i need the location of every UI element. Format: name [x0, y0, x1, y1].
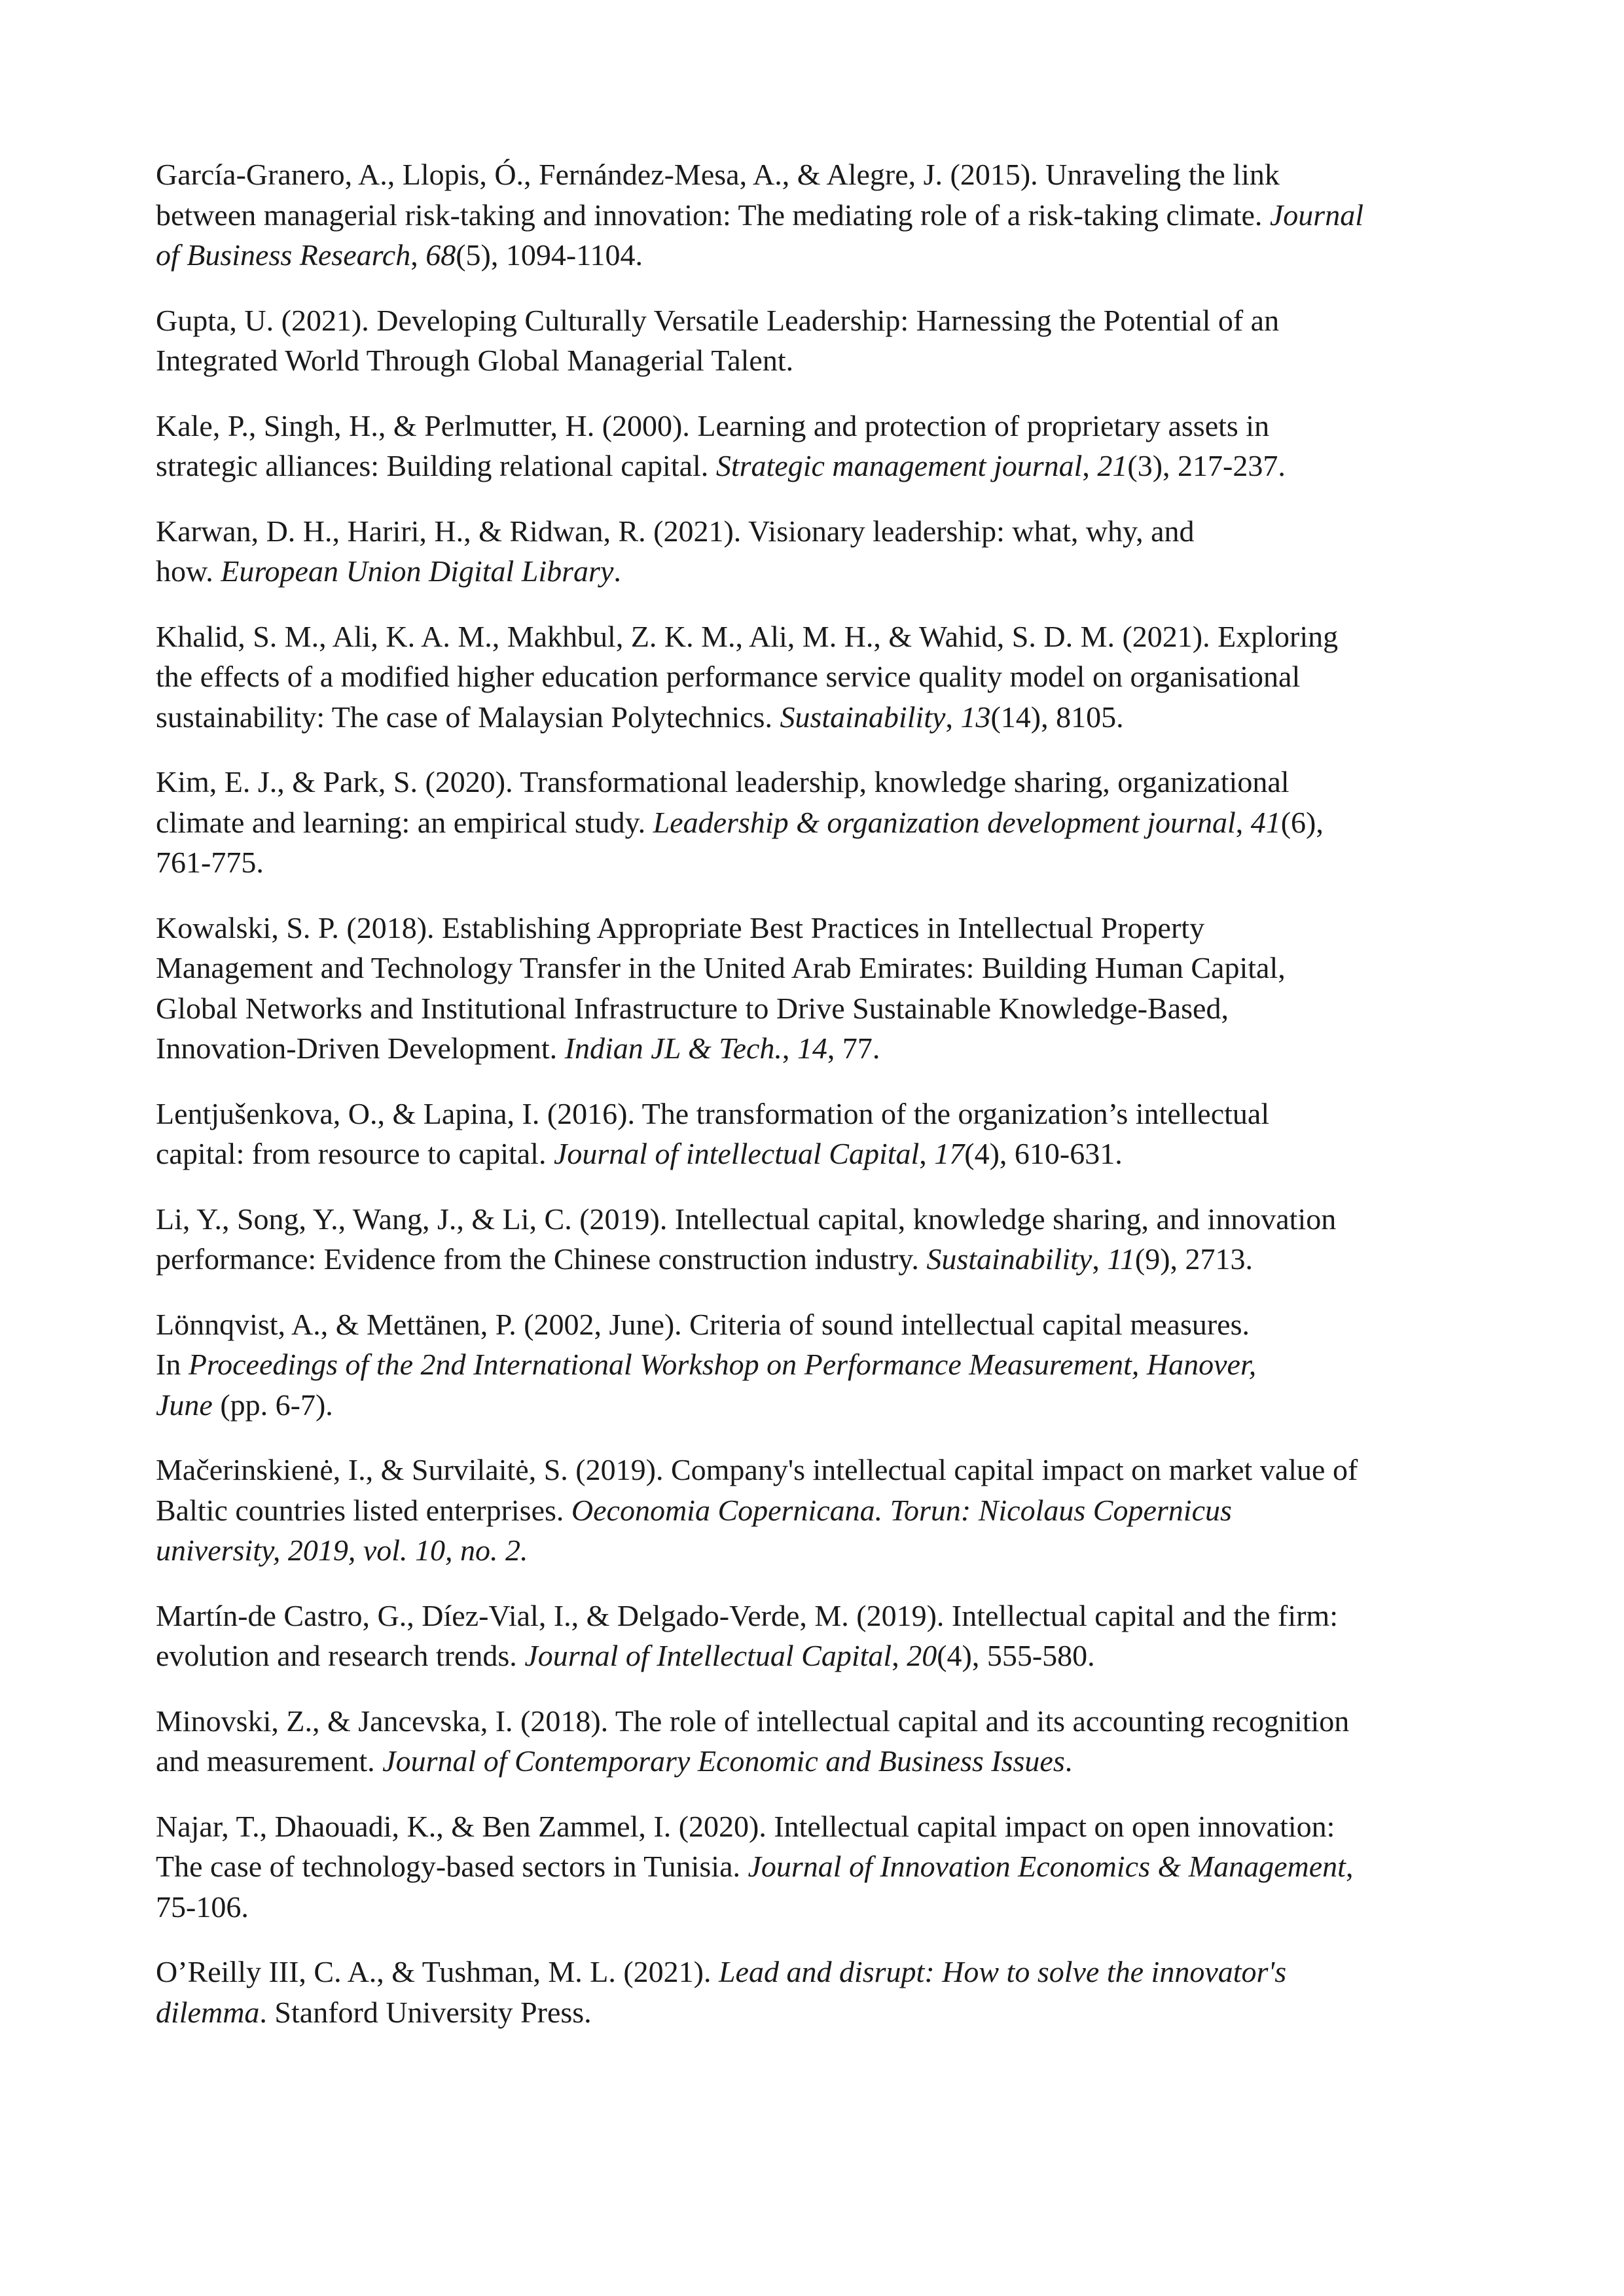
text-segment: .	[613, 554, 621, 588]
text-segment: Global Networks and Institutional Infrastructure to Drive Sustainable Knowledge-Based,	[156, 991, 1229, 1025]
reference-list	[156, 154, 1491, 2057]
italic-segment: Lead and disrupt: How to solve the innovator's	[718, 1955, 1287, 1988]
text-segment: Lentjušenkova, O., & Lapina, I. (2016). The transformation of the organization’s intellectual	[156, 1096, 1270, 1130]
text-segment: Khalid, S. M., Ali, K. A. M., Makhbul, Z. K. M., Ali, M. H., & Wahid, S. D. M. (2021). Exploring	[156, 619, 1339, 653]
text-segment: ,	[919, 1137, 935, 1170]
reference-line	[156, 762, 1491, 802]
text-segment: ,	[1082, 449, 1098, 482]
reference-line	[156, 1239, 1491, 1280]
text-segment: (3), 217-237.	[1127, 449, 1286, 482]
reference-line	[156, 511, 1491, 552]
text-segment: Gupta, U. (2021). Developing Culturally Versatile Leadership: Harnessing the Potential of an	[156, 303, 1280, 337]
reference-line	[156, 235, 1491, 276]
italic-segment: 14	[797, 1031, 827, 1065]
reference-entry	[156, 1596, 1491, 1676]
italic-segment: 13	[960, 700, 991, 734]
reference-line	[156, 1385, 1491, 1426]
italic-segment: 41	[1250, 805, 1281, 839]
reference-line	[156, 617, 1491, 657]
reference-entry	[156, 1094, 1491, 1174]
text-segment: sustainability: The case of Malaysian Polytechnics.	[156, 700, 780, 734]
italic-segment: Journal of Innovation Economics & Management	[748, 1850, 1346, 1883]
reference-line	[156, 1887, 1491, 1928]
reference-line	[156, 1952, 1491, 1992]
reference-entry	[156, 1199, 1491, 1280]
italic-segment: European Union Digital Library	[221, 554, 614, 588]
text-segment: 75-106.	[156, 1890, 249, 1924]
italic-segment: 17	[934, 1137, 965, 1170]
text-segment: ,	[1092, 1242, 1108, 1276]
text-segment: ,	[1345, 1850, 1354, 1883]
reference-line	[156, 988, 1491, 1029]
text-segment: Karwan, D. H., Hariri, H., & Ridwan, R. (2021). Visionary leadership: what, why, and	[156, 514, 1195, 548]
reference-entry	[156, 154, 1491, 276]
text-segment: ,	[1235, 805, 1251, 839]
text-segment: Innovation-Driven Development.	[156, 1031, 565, 1065]
text-segment: ,	[892, 1639, 907, 1672]
text-segment: (5), 1094-1104.	[456, 238, 643, 272]
italic-segment: Proceedings of the 2nd International Workshop on Performance Measurement, Hanover,	[188, 1348, 1257, 1381]
reference-line	[156, 1530, 1491, 1571]
text-segment: and measurement.	[156, 1744, 383, 1778]
text-segment: Management and Technology Transfer in the United Arab Emirates: Building Human Capital,	[156, 951, 1286, 984]
reference-line	[156, 908, 1491, 948]
italic-segment: dilemma	[156, 1995, 260, 2029]
italic-segment: Indian JL & Tech.	[564, 1031, 782, 1065]
text-segment: ,	[410, 238, 426, 272]
reference-line	[156, 697, 1491, 738]
reference-line	[156, 406, 1491, 446]
text-segment: (9), 2713.	[1134, 1242, 1254, 1276]
text-segment: strategic alliances: Building relational capital.	[156, 449, 716, 482]
reference-entry	[156, 1806, 1491, 1928]
reference-entry	[156, 908, 1491, 1069]
text-segment: Kale, P., Singh, H., & Perlmutter, H. (2000). Learning and protection of proprietary assets in	[156, 408, 1270, 442]
text-segment: capital: from resource to capital.	[156, 1137, 554, 1170]
reference-entry	[156, 300, 1491, 381]
text-segment: how.	[156, 554, 221, 588]
italic-segment: of Business Research	[156, 238, 411, 272]
italic-segment: Journal	[1269, 198, 1363, 232]
text-segment: (4), 610-631.	[964, 1137, 1123, 1170]
text-segment: . Stanford University Press.	[259, 1995, 592, 2029]
text-segment: (6),	[1280, 805, 1324, 839]
reference-line	[156, 1596, 1491, 1636]
text-segment: Mačerinskienė, I., & Survilaitė, S. (2019). Company's intellectual capital impact on market value of	[156, 1453, 1358, 1486]
reference-line	[156, 154, 1491, 195]
text-segment: Li, Y., Song, Y., Wang, J., & Li, C. (2019). Intellectual capital, knowledge sharing, and innovation	[156, 1202, 1337, 1236]
italic-segment: 20	[907, 1639, 937, 1672]
reference-entry	[156, 1304, 1491, 1426]
reference-line	[156, 1304, 1491, 1345]
reference-line	[156, 1134, 1491, 1174]
reference-line	[156, 1028, 1491, 1069]
reference-line	[156, 1992, 1491, 2033]
reference-entry	[156, 617, 1491, 738]
text-segment: ,	[782, 1031, 797, 1065]
text-segment: climate and learning: an empirical study.	[156, 805, 653, 839]
reference-line	[156, 842, 1491, 883]
italic-segment: Journal of Intellectual Capital	[524, 1639, 892, 1672]
text-segment: Baltic countries listed enterprises.	[156, 1493, 571, 1527]
text-segment: (14), 8105.	[990, 700, 1124, 734]
text-segment: Martín-de Castro, G., Díez-Vial, I., & Delgado-Verde, M. (2019). Intellectual capital and the firm:	[156, 1598, 1338, 1632]
reference-line	[156, 1741, 1491, 1782]
italic-segment: university, 2019, vol. 10, no. 2.	[156, 1534, 528, 1567]
reference-entry	[156, 406, 1491, 486]
text-segment: Kowalski, S. P. (2018). Establishing Appropriate Best Practices in Intellectual Property	[156, 910, 1205, 944]
text-segment: Minovski, Z., & Jancevska, I. (2018). The role of intellectual capital and its accounting recognition	[156, 1704, 1350, 1738]
reference-line	[156, 300, 1491, 341]
text-segment: In	[156, 1348, 189, 1381]
reference-line	[156, 948, 1491, 988]
reference-line	[156, 551, 1491, 592]
text-segment: Lönnqvist, A., & Mettänen, P. (2002, June). Criteria of sound intellectual capital measures.	[156, 1307, 1250, 1341]
italic-segment: Journal of Contemporary Economic and Business Issues	[382, 1744, 1065, 1778]
reference-line	[156, 1806, 1491, 1847]
text-segment: , 77.	[827, 1031, 880, 1065]
reference-line	[156, 1094, 1491, 1134]
reference-line	[156, 802, 1491, 843]
reference-line	[156, 340, 1491, 381]
italic-segment: 11	[1107, 1242, 1135, 1276]
reference-entry	[156, 762, 1491, 883]
reference-entry	[156, 1450, 1491, 1571]
text-segment: performance: Evidence from the Chinese construction industry.	[156, 1242, 927, 1276]
italic-segment: Oeconomia Copernicana. Torun: Nicolaus Copernicus	[571, 1493, 1232, 1527]
text-segment: The case of technology-based sectors in Tunisia.	[156, 1850, 748, 1883]
italic-segment: Sustainability	[780, 700, 946, 734]
reference-line	[156, 195, 1491, 236]
reference-entry	[156, 1701, 1491, 1782]
text-segment: García-Granero, A., Llopis, Ó., Fernández-Mesa, A., & Alegre, J. (2015). Unraveling the link	[156, 158, 1280, 191]
text-segment: Integrated World Through Global Managerial Talent.	[156, 344, 794, 377]
reference-line	[156, 1490, 1491, 1531]
italic-segment: Leadership & organization development journal	[653, 805, 1236, 839]
text-segment: evolution and research trends.	[156, 1639, 525, 1672]
reference-line	[156, 1701, 1491, 1742]
text-segment: O’Reilly III, C. A., & Tushman, M. L. (2021).	[156, 1955, 719, 1988]
text-segment: between managerial risk-taking and innovation: The mediating role of a risk-taking climate.	[156, 198, 1270, 232]
text-segment: the effects of a modified higher education performance service quality model on organisational	[156, 660, 1301, 693]
italic-segment: 68	[425, 238, 456, 272]
reference-entry	[156, 1952, 1491, 2032]
reference-line	[156, 1344, 1491, 1385]
reference-line	[156, 446, 1491, 486]
text-segment: (pp. 6-7).	[212, 1388, 333, 1422]
reference-line	[156, 1636, 1491, 1676]
reference-entry	[156, 511, 1491, 592]
italic-segment: 21	[1097, 449, 1128, 482]
italic-segment: Sustainability	[926, 1242, 1092, 1276]
text-segment: 761-775.	[156, 846, 264, 879]
text-segment: Kim, E. J., & Park, S. (2020). Transformational leadership, knowledge sharing, organizational	[156, 765, 1290, 798]
italic-segment: Journal of intellectual Capital	[553, 1137, 920, 1170]
reference-line	[156, 1846, 1491, 1887]
text-segment: ,	[945, 700, 961, 734]
italic-segment: June	[156, 1388, 213, 1422]
reference-line	[156, 1450, 1491, 1490]
text-segment: (4), 555-580.	[937, 1639, 1095, 1672]
reference-line	[156, 656, 1491, 697]
text-segment: .	[1064, 1744, 1073, 1778]
text-segment: Najar, T., Dhaouadi, K., & Ben Zammel, I. (2020). Intellectual capital impact on open innovation:	[156, 1809, 1335, 1843]
reference-line	[156, 1199, 1491, 1240]
italic-segment: Strategic management journal	[715, 449, 1083, 482]
